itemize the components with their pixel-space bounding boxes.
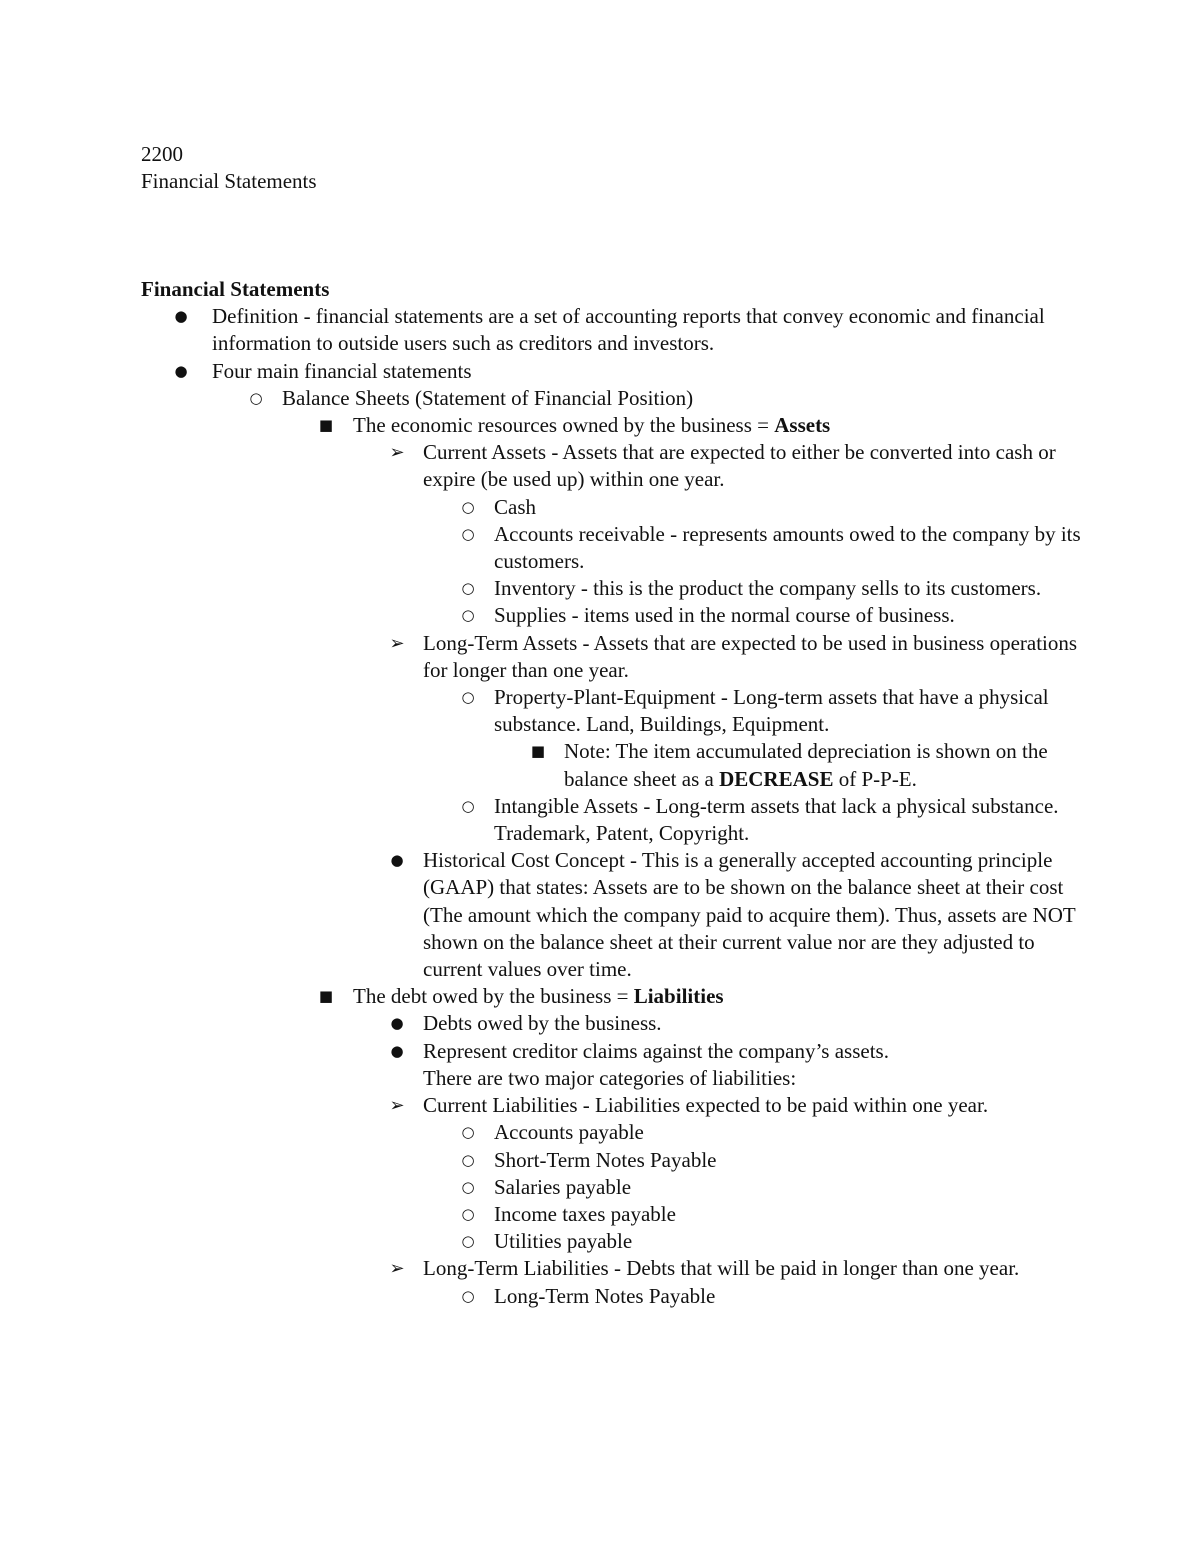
list-item [141,1283,1081,1310]
document-header [141,141,317,195]
bullet-circle-icon: ○ [461,524,475,543]
notes-body [141,276,1081,1310]
intangible-text: Intangible Assets - Long-term assets that lack a physical substance. Trademark, Patent, Copyright. [494,793,1059,846]
four-main-text: Four main financial statements [212,358,472,383]
bullet-circle-icon: ○ [461,688,475,707]
list-item [141,1119,1081,1146]
list-item [141,575,1081,602]
list-item [141,521,1081,575]
assets-lead: The economic resources owned by the business = [353,413,775,438]
liability-long-term-notes: Long-Term Notes Payable [494,1283,716,1308]
bullet-circle-icon: ○ [461,1232,475,1251]
bullet-circle-icon: ○ [461,1123,475,1142]
bullet-arrow-icon: ➢ [389,632,405,654]
note-decrease: DECREASE [719,766,834,791]
current-asset-supplies: Supplies - items used in the normal course of business. [494,603,955,628]
bullet-arrow-icon: ➢ [389,442,405,464]
note-text-post: of P-P-E. [833,766,917,791]
current-assets-bullet [141,439,1081,493]
course-code: 2200 [141,142,183,166]
balance-sheets-bullet [141,385,1081,412]
list-item [141,494,1081,521]
list-item [141,1228,1081,1255]
four-main-bullet [141,358,1081,385]
long-term-assets-bullet [141,630,1081,684]
current-asset-receivable: Accounts receivable - represents amounts owed to the company by its customers. [494,521,1081,574]
historical-cost-text: Historical Cost Concept - This is a generally accepted accounting principle (GAAP) that states: Assets are to be shown on the balance sheet at their cost (The amount which the company paid to acquire them). Thus, assets are NOT shown on the balance sheet at their current value nor are they adjusted to current values over time. [423,848,1076,982]
bullet-circle-icon: ○ [249,388,263,407]
long-term-liabilities-text: Long-Term Liabilities - Debts that will be paid in longer than one year. [423,1256,1020,1281]
bullet-circle-icon: ○ [461,796,475,815]
bullet-circle-icon: ○ [461,1177,475,1196]
balance-sheets-text: Balance Sheets (Statement of Financial Position) [282,385,694,410]
liabilities-term: Liabilities [633,984,724,1009]
current-liabilities-text: Current Liabilities - Liabilities expected to be paid within one year. [423,1093,989,1118]
current-liabilities-bullet [141,1092,1081,1119]
list-item [141,1147,1081,1174]
current-assets-text: Current Assets - Assets that are expected to either be converted into cash or expire (be used up) within one year. [423,440,1056,492]
two-categories-line: There are two major categories of liabilities: [423,1065,797,1090]
assets-term: Assets [774,413,831,438]
bullet-arrow-icon: ➢ [389,1258,405,1280]
bullet-circle-icon: ○ [461,1150,475,1169]
current-asset-inventory: Inventory - this is the product the company sells to its customers. [494,576,1042,601]
debts-bullet [141,1010,1081,1037]
note-text-pre: Note: The item accumulated depreciation is shown on the balance sheet as a [564,739,1048,791]
definition-bullet [141,303,1081,357]
bullet-dot-icon: ● [174,361,188,380]
bullet-dot-icon: ● [174,307,188,326]
liabilities-bullet [141,983,1081,1010]
bullet-circle-icon: ○ [461,606,475,625]
definition-text: Definition - financial statements are a set of accounting reports that convey economic and financial information to outside users such as creditors and investors. [212,304,1045,356]
document-subtitle: Financial Statements [141,169,317,194]
liability-short-term-notes: Short-Term Notes Payable [494,1147,717,1172]
bullet-circle-icon: ○ [461,579,475,598]
represent-bullet [141,1038,1081,1065]
liability-income-taxes: Income taxes payable [494,1201,676,1226]
list-item [141,1174,1081,1201]
represent-text: Represent creditor claims against the company’s assets. [423,1038,889,1063]
debts-text: Debts owed by the business. [423,1011,662,1036]
liability-utilities: Utilities payable [494,1229,633,1254]
bullet-dot-icon: ● [390,1041,404,1060]
bullet-circle-icon: ○ [461,497,475,516]
bullet-dot-icon: ● [390,851,404,870]
bullet-arrow-icon: ➢ [389,1095,405,1117]
bullet-circle-icon: ○ [461,1204,475,1223]
note-bullet [141,738,1081,792]
liabilities-lead: The debt owed by the business = [353,984,634,1009]
bullet-dot-icon: ● [390,1014,404,1033]
ppe-text: Property-Plant-Equipment - Long-term assets that have a physical substance. Land, Buildings, Equipment. [494,685,1049,737]
bullet-square-icon: ■ [530,742,546,761]
current-asset-cash: Cash [494,494,536,519]
long-term-assets-text: Long-Term Assets - Assets that are expected to be used in business operations for longer than one year. [423,630,1078,682]
list-item [141,793,1081,847]
assets-bullet [141,412,1081,439]
historical-cost-bullet [141,847,1081,983]
list-item [141,1201,1081,1228]
liability-accounts-payable: Accounts payable [494,1120,644,1145]
bullet-square-icon: ■ [318,416,334,435]
section-heading: Financial Statements [141,277,330,301]
list-item [141,684,1081,738]
bullet-circle-icon: ○ [461,1286,475,1305]
long-term-liabilities-bullet [141,1255,1081,1282]
list-item [141,602,1081,629]
bullet-square-icon: ■ [318,987,334,1006]
liability-salaries: Salaries payable [494,1174,632,1199]
